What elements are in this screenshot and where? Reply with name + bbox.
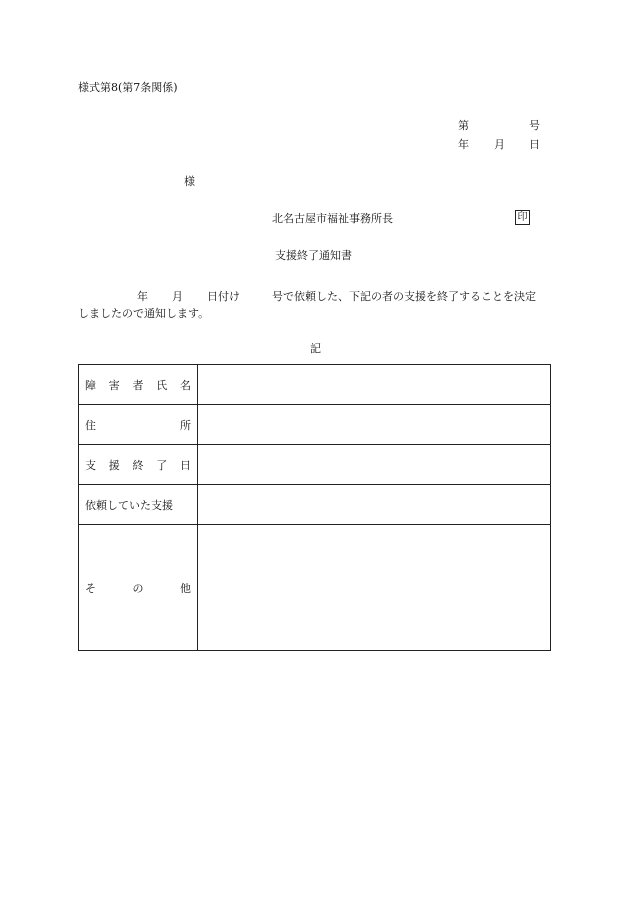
label-char: 他: [180, 581, 191, 595]
label-char: 所: [180, 418, 191, 432]
notice-body: [78, 288, 558, 322]
body-line2: しましたので通知します。: [78, 307, 210, 320]
label-char: 名: [180, 378, 191, 392]
date-day: 日: [529, 138, 540, 151]
label-char: そ: [85, 581, 96, 595]
label-char: 援: [108, 458, 120, 472]
body-month: 月: [172, 290, 183, 303]
body-year: 年: [137, 290, 148, 303]
row-value-end-date[interactable]: [198, 445, 551, 485]
table-row: [79, 365, 551, 405]
form-number: 様式第8(第7条関係): [78, 81, 178, 94]
seal-mark: 印: [515, 210, 530, 225]
label-char: 者: [132, 378, 144, 392]
table-row: [79, 525, 551, 651]
document-number-prefix: 第: [458, 119, 469, 132]
date-year: 年: [458, 138, 469, 151]
table-row: [79, 485, 551, 525]
document-title: 支援終了通知書: [275, 249, 352, 262]
ki-heading: 記: [310, 342, 321, 355]
label-char: の: [132, 581, 144, 595]
record-table: [78, 364, 551, 651]
row-value-address[interactable]: [198, 405, 551, 445]
label-char: 了: [156, 458, 168, 472]
body-text: 号で依頼した、下記の者の支援を終了することを決定: [272, 290, 536, 303]
row-label: [79, 525, 198, 651]
label-text: 依頼していた支援: [85, 498, 173, 512]
date-month: 月: [494, 138, 505, 151]
label-char: 住: [85, 418, 96, 432]
row-label: [79, 405, 198, 445]
row-label: [79, 485, 198, 525]
label-char: 障: [85, 378, 96, 392]
row-label: [79, 365, 198, 405]
label-char: 支: [85, 458, 96, 472]
table-row: [79, 405, 551, 445]
body-day-dated: 日付け: [207, 290, 240, 303]
sender-title: 北名古屋市福祉事務所長: [272, 212, 393, 225]
label-char: 害: [108, 378, 120, 392]
row-value-name[interactable]: [198, 365, 551, 405]
label-char: 日: [180, 458, 191, 472]
row-label: [79, 445, 198, 485]
row-value-support[interactable]: [198, 485, 551, 525]
row-value-other[interactable]: [198, 525, 551, 651]
document-number-suffix: 号: [529, 119, 540, 132]
table-row: [79, 445, 551, 485]
label-char: 氏: [156, 378, 168, 392]
label-char: 終: [132, 458, 144, 472]
addressee-honorific: 様: [184, 175, 195, 188]
